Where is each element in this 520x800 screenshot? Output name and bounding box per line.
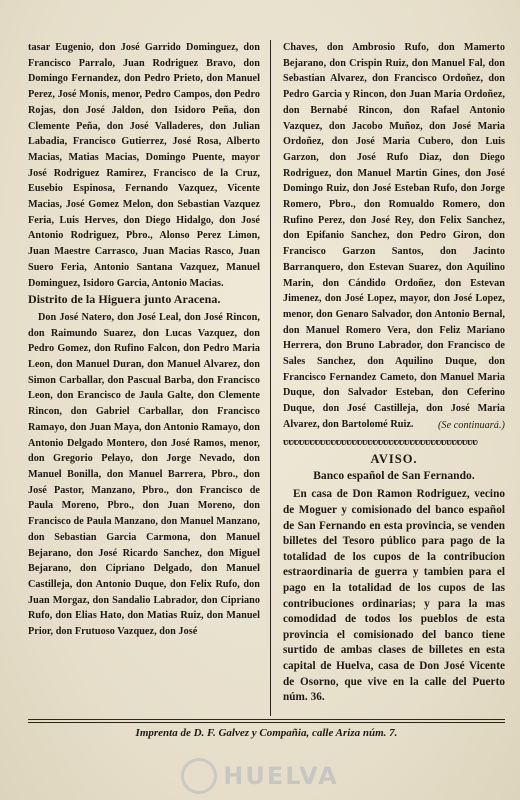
column-divider — [270, 40, 271, 716]
aviso-subtitle: Banco español de San Fernando. — [313, 469, 475, 482]
footer-rule — [28, 719, 505, 723]
left-column — [28, 40, 260, 640]
name-list-paragraph: Don José Natero, don José Leal, don José Rincon, don Raimundo Suarez, don Lucas Vazquez, don Pedro Gomez, don Rufino Falcon, don Pedro Maria Leon, don Manuel Duran, don Manuel Alvarez, don Simon Carballar, don Pascual Barba, don Francisco Leon, don Erancisco de Jaula Galte, don Clemente Rincon, don Gabriel Carballar, don Francisco Ramayo, don Juan Maya, don Antonio Ramayo, don Antonio Delgado Montero, don José Ramos, menor, don Gregorio Pelayo, don Jorge Nevado, don Manuel Bonilla, don Manuel Barrera, Pbro., don José Pastor, Manzano, Pbro., don Francisco de Paula Moreno, Pbro., don Juan Moreno, don Francisco de Paula Manzano, don Manuel Manzano, don Sebastian Garcia Carmona, don Manuel Bejarano, don José Ricardo Sanchez, don Miguel Bejarano, don Cipriano Delgado, don Manuel Castilleja, don Antonio Duque, don Felix Rufo, don Juan Morgaz, don Sandalio Labrador, don Cipriano Rufo, don Elias Hato, don Matias Ruiz, don Manuel Prior, don Frutuoso Vazquez, don José — [28, 311, 260, 638]
continua-text: (Se continuará.) — [437, 419, 505, 431]
ornament-rule: ʋʋʋʋʋʋʋʋʋʋʋʋʋʋʋʋʋʋʋʋʋʋʋʋʋʋʋʋʋʋʋʋʋʋʋʋʋ — [283, 436, 478, 449]
library-watermark — [0, 752, 520, 800]
imprint-line: Imprenta de D. F. Galvez y Compañia, calle Ariza núm. 7. — [135, 727, 398, 739]
section-heading: Distrito de la Higuera junto Aracena. — [28, 292, 221, 307]
seal-icon — [181, 758, 217, 794]
name-list-paragraph: Chaves, don Ambrosio Rufo, don Mamerto Bejarano, don Crispin Ruiz, don Manuel Fal, don Sebastian Alvarez, don Francisco Ordoñez, don Pedro Garcia y Rincon, don Juan Maria Ordoñez, don Bernabé Rincon, don Rafael Antonio Vazquez, don Jacobo Muñoz, don José Maria Ordoñez, don José Maria Cubero, don Luis Garzon, don José Rufo Diaz, don Diego Rodriguez, don Manuel Martin Gines, don José Domingo Ruiz, don José Esteban Rufo, don Jorge Romero, Pbro., don Romualdo Romero, don Rufino Perez, don José Rey, don Felix Sanchez, don Epifanio Sanchez, don Pedro Giron, don Francisco Garzon Santos, don Jacinto Barranquero, don Estevan Suarez, don Aquilino Marin, don Cándido Ordoñez, don Estevan Jimenez, don José Lopez, mayor, don José Lopez, menor, don Genaro Salvador, don Antonio Bernal, don Manuel Romero Vera, don Feliz Mariano Herrera, don Bruno Labrador, don Francisco de Sales Sanchez, don Aquilino Duque, don Francisco Fernandez Cameto, don Manuel Maria Duque, don Salvador Esteban, don Ceferino Duque, don José Castilleja, don José Maria Alvarez, don Bartolomé Ruiz. — [283, 42, 505, 430]
aviso-title: AVISO. — [370, 451, 418, 466]
name-list-paragraph: tasar Eugenio, don José Garrido Dominguez, don Francisco Parralo, Juan Rodriguez Bravo, don Domingo Fernandez, don Pedro Prieto, don Manuel Perez, José Monis, menor, Pedro Campos, don Pedro Rojas, don José Jaldon, don Isidoro Peña, don Clemente Peña, don José Valladeres, don Julian Labadia, Francisco Gutierrez, José Rosa, Alberto Macias, Matias Macias, Domingo Puente, mayor José Rodriguez Ramirez, Francisco de la Cruz, Eusebio Espinosa, Fernando Vazquez, Vicente Macias, José Gomez Melon, don Sebastian Vazquez Feria, Luis Herves, don Diego Hidalgo, don José Antonio Rodriguez, Pbro., Alonso Perez Limon, Juan Maestre Carrasco, Juan Macias Rasco, Juan Suero Feria, Antonio Santana Vazquez, Manuel Dominguez, Isidoro Garcia, Antonio Macias. — [28, 42, 260, 289]
right-column — [283, 40, 505, 706]
watermark-text: HUELVA — [223, 762, 339, 790]
aviso-body: En casa de Don Ramon Rodriguez, vecino de Moguer y comisionado del banco español de San Fernando en esta provincia, se venden billetes del Tesoro público para pago de la totalidad de los cupos de la contribucion estraordinaria de guerra y tambien para el pago en la totalidad de los cupos de las contribuciones ordinarias; y para la mas comodidad de todos los pueblos de esta provincia el comisionado del banco tiene surtido de ambas clases de billetes en esta capital de Huelva, casa de Don José Vicente de Osorno, que vive en la calle del Puerto núm. 36. — [283, 488, 505, 704]
